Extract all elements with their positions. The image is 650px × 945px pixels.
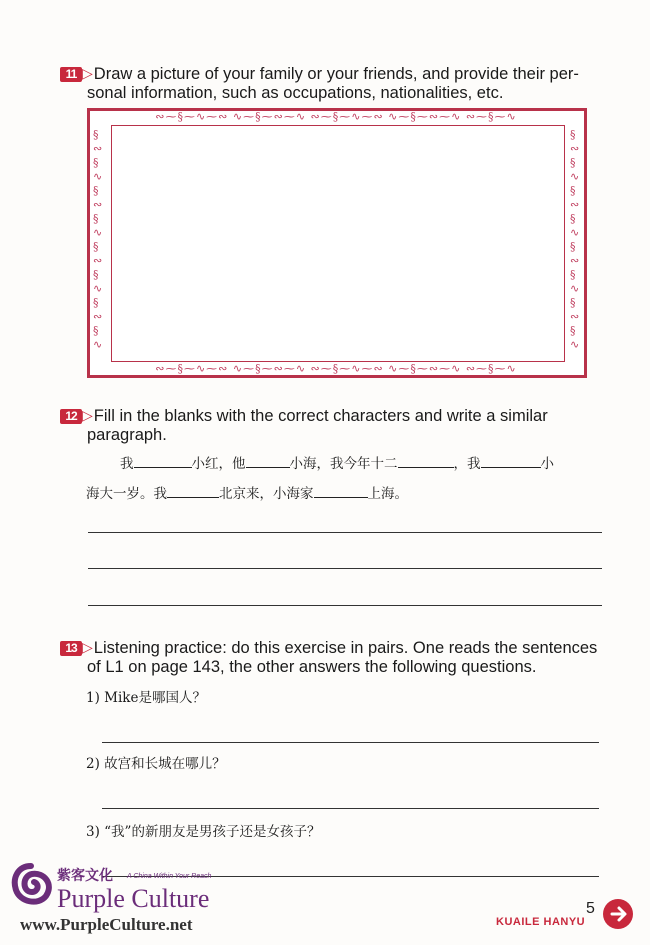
- logo-name: Purple Culture: [57, 884, 210, 913]
- ornament-border-bottom: ∾⁓§⁓∿⁓∾ ∿⁓§⁓∾⁓∿ ∾⁓§⁓∿⁓∾ ∿⁓§⁓∾⁓∿ ∾⁓§⁓∿: [155, 362, 517, 375]
- answer-line-2[interactable]: [102, 808, 599, 809]
- logo-url: www.PurpleCulture.net: [20, 915, 193, 934]
- exercise-12-instruction-line1: Fill in the blanks with the correct characters and write a similar: [93, 407, 548, 425]
- page-number: 5: [586, 900, 595, 917]
- blank-field[interactable]: [398, 453, 454, 468]
- exercise-13-heading: [60, 639, 620, 677]
- exercise-12-instruction-line2: paragraph.: [87, 426, 167, 444]
- blank-field[interactable]: [167, 483, 219, 498]
- exercise-11-instruction-line1: Draw a picture of your family or your friends, and provide their per-: [93, 65, 579, 83]
- logo-tagline: A China Within Your Reach: [127, 873, 212, 880]
- ornament-border-left: § ∾ § ∿ § ∾ § ∿ § ∾ § ∿ § ∾ § ∿: [93, 128, 104, 351]
- blank-field[interactable]: [246, 453, 290, 468]
- answer-line-1[interactable]: [102, 742, 599, 743]
- purple-culture-logo-icon: [10, 862, 52, 910]
- exercise-number-badge: 13: [60, 641, 82, 656]
- exercise-13-instruction-line2: of L1 on page 143, the other answers the following questions.: [87, 658, 537, 676]
- blank-field[interactable]: [314, 483, 368, 498]
- exercise-number-badge: 12: [60, 409, 82, 424]
- exercise-11-heading: [60, 65, 620, 103]
- exercise-number-badge: 11: [60, 67, 82, 82]
- arrow-icon: ▷: [82, 640, 93, 656]
- writing-line[interactable]: [88, 568, 602, 569]
- logo-chinese-name: 紫客文化: [57, 868, 113, 884]
- drawing-frame-inner-border: [111, 125, 565, 362]
- next-arrow-icon: [601, 897, 635, 931]
- writing-line[interactable]: [88, 605, 602, 606]
- fill-in-paragraph-line2: 海大一岁。我 北京来，小海家 上海。: [86, 482, 408, 502]
- blank-field[interactable]: [134, 453, 192, 468]
- exercise-12-heading: [60, 407, 620, 445]
- question-3: 3) “我”的新朋友是男孩子还是女孩子？: [86, 824, 321, 840]
- series-title: KUAILE HANYU: [496, 916, 586, 928]
- ornament-border-top: ∾⁓§⁓∿⁓∾ ∿⁓§⁓∾⁓∿ ∾⁓§⁓∿⁓∾ ∿⁓§⁓∾⁓∿ ∾⁓§⁓∿: [155, 110, 517, 123]
- arrow-icon: ▷: [82, 408, 93, 424]
- question-2: 2) 故宫和长城在哪儿？: [86, 756, 226, 772]
- ornament-border-right: § ∾ § ∿ § ∾ § ∿ § ∾ § ∿ § ∾ § ∿: [570, 128, 581, 351]
- writing-line[interactable]: [88, 532, 602, 533]
- fill-in-paragraph-line1: 我 小红，他 小海，我今年十二 ，我 小: [120, 452, 554, 472]
- question-1: 1) Mike是哪国人？: [86, 690, 206, 706]
- arrow-icon: ▷: [82, 66, 93, 82]
- exercise-11-instruction-line2: sonal information, such as occupations, nationalities, etc.: [87, 84, 504, 102]
- exercise-13-instruction-line1: Listening practice: do this exercise in pairs. One reads the sentences: [93, 639, 598, 657]
- blank-field[interactable]: [481, 453, 541, 468]
